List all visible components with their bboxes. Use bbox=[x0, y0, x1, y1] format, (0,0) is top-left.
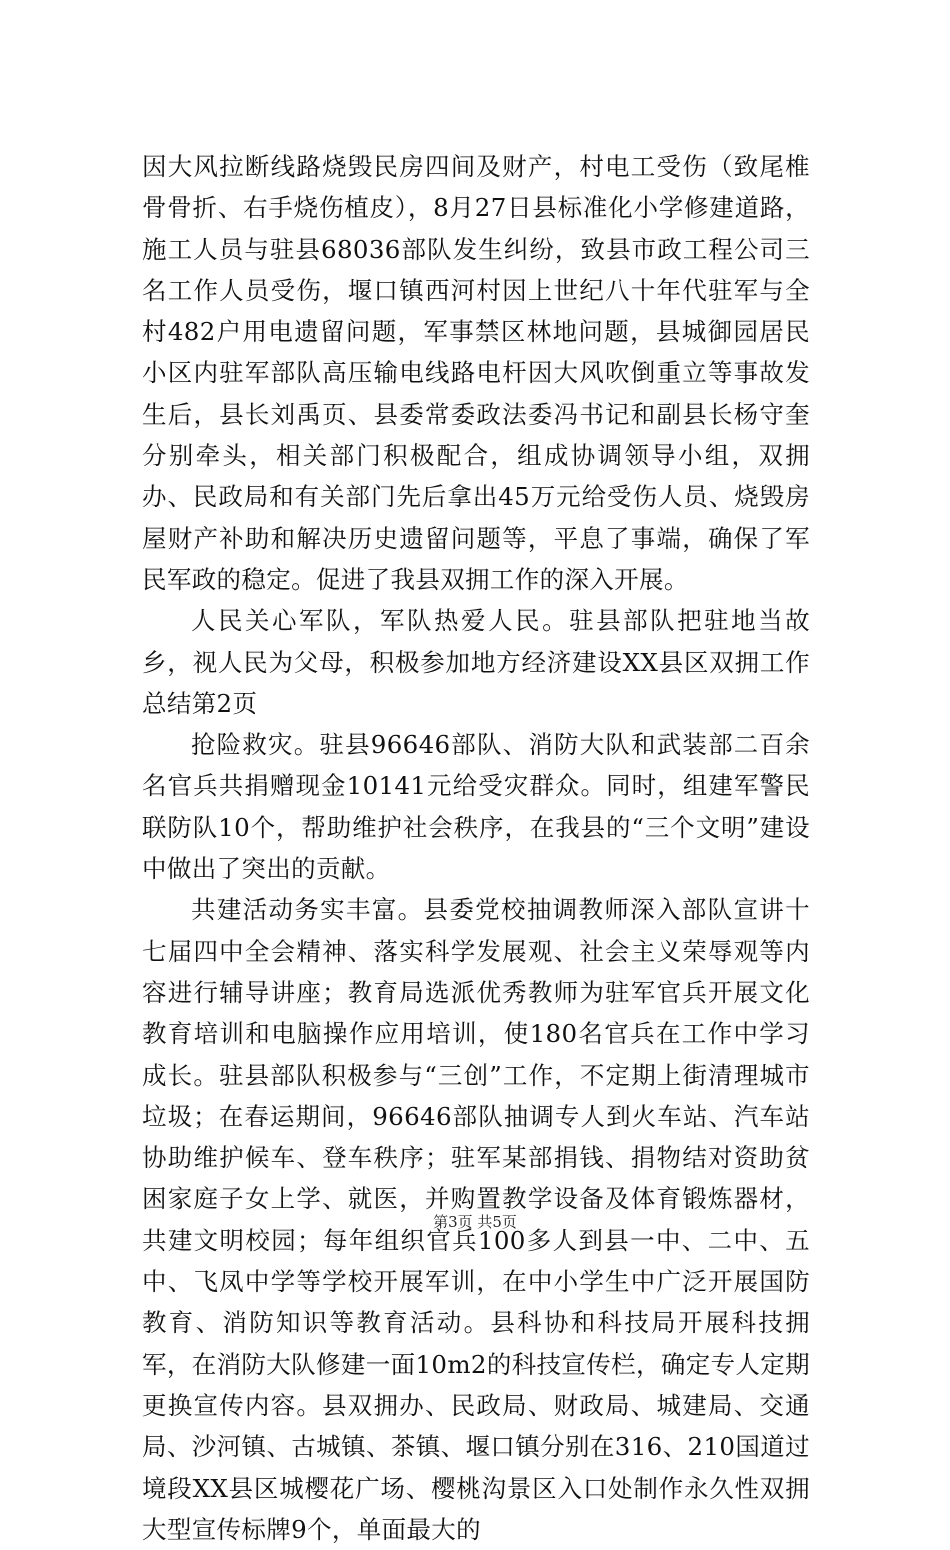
paragraph-joint-activities: 共建活动务实丰富。县委党校抽调教师深入部队宣讲十七届四中全会精神、落实科学发展观、社会主义荣辱观等内容进行辅导讲座；教育局选派优秀教师为驻军官兵开展文化教育培训和电脑操作应用培训，使180名官兵在工作中学习成长。驻县部队积极参与“三创”工作，不定期上街清理城市垃圾；在春运期间，96646部队抽调专人到火车站、汽车站协助维护候车、登车秩序；驻军某部捐钱、捐物结对资助贫困家庭子女上学、就医，并购置教学设备及体育锻炼器材，共建文明校园；每年组织官兵100多人到县一中、二中、五中、飞凤中学等学校开展军训，在中小学生中广泛开展国防教育、消防知识等教育活动。县科协和科技局开展科技拥军，在消防大队修建一面10m2的科技宣传栏，确定专人定期更换宣传内容。县双拥办、民政局、财政局、城建局、交通局、沙河镇、古城镇、茶镇、堰口镇分别在316、210国道过境段XX县区城樱花广场、樱桃沟景区入口处制作永久性双拥大型宣传标牌9个，单面最大的 bbox=[142, 895, 810, 1544]
paragraph-incident-resolution: 因大风拉断线路烧毁民房四间及财产，村电工受伤（致尾椎骨骨折、右手烧伤植皮），8月27日县标准化小学修建道路，施工人员与驻县68036部队发生纠纷，致县市政工程公司三名工作人员受伤，堰口镇西河村因上世纪八十年代驻军与全村482户用电遗留问题，军事禁区林地问题，县城御园居民小区内驻军部队高压输电线路电杆因大风吹倒重立等事故发生后，县长刘禹页、县委常委政法委冯书记和副县长杨守奎分别牵头，相关部门积极配合，组成协调领导小组，双拥办、民政局和有关部门先后拿出45万元给受伤人员、烧毁房屋财产补助和解决历史遗留问题等，平息了事端，确保了军民军政的稳定。促进了我县双拥工作的深入开展。 bbox=[142, 152, 810, 594]
page-number-footer: 第3页 共5页 bbox=[433, 1213, 517, 1231]
paragraph-army-loves-people: 人民关心军队，军队热爱人民。驻县部队把驻地当故乡，视人民为父母，积极参加地方经济建设XX县区双拥工作总结第2页 bbox=[142, 606, 810, 718]
document-body bbox=[142, 146, 810, 1550]
paragraph-disaster-relief: 抢险救灾。驻县96646部队、消防大队和武装部二百余名官兵共捐赠现金10141元给受灾群众。同时，组建军警民联防队10个，帮助维护社会秩序，在我县的“三个文明”建设中做出了突出的贡献。 bbox=[142, 730, 810, 884]
